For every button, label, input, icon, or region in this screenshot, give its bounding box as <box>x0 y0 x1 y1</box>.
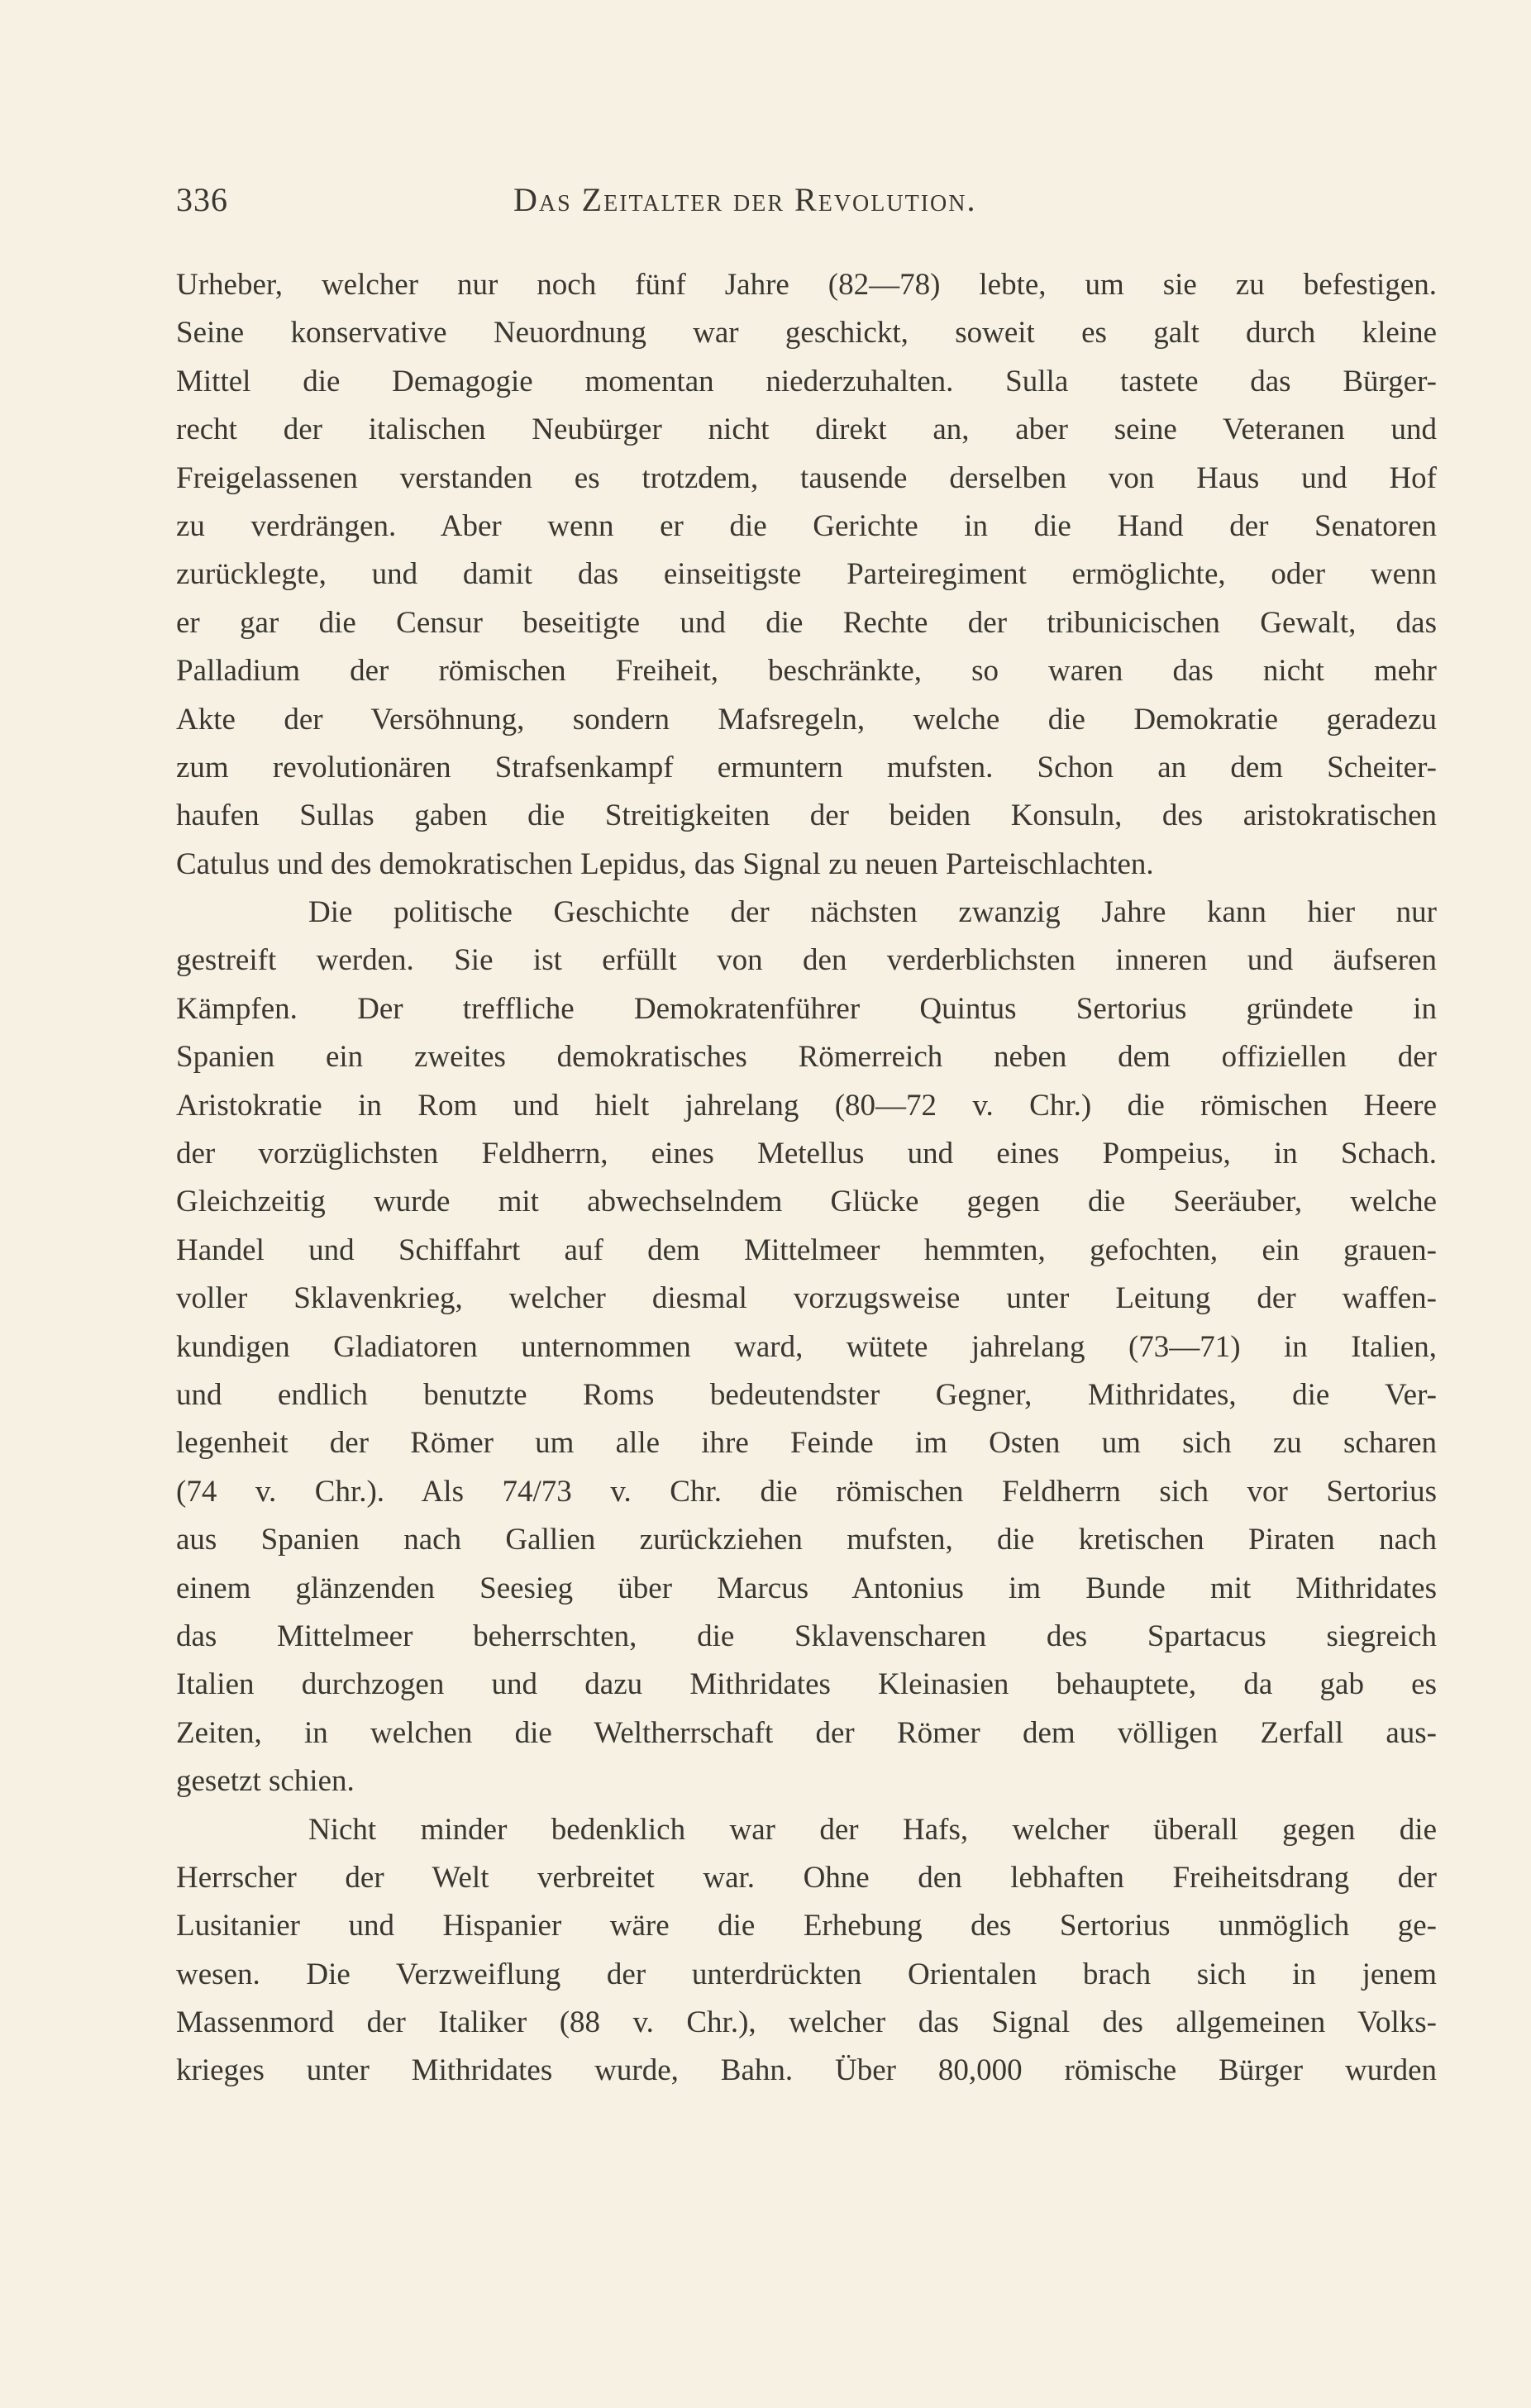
text-line: Catulus und des demokratischen Lepidus, das Signal zu neuen Parteischlachten. <box>176 846 1154 881</box>
text-line: kundigen Gladiatoren unternommen ward, wütete jahrelang (73—71) in Italien, <box>176 1329 1437 1364</box>
text-line: das Mittelmeer beherrschten, die Sklavenscharen des Spartacus siegreich <box>176 1619 1437 1653</box>
text-line: Palladium der römischen Freiheit, beschränkte, so waren das nicht mehr <box>176 654 1437 689</box>
paragraph-start-line: Die politische Geschichte der nächsten zwanzig Jahre kann hier nur <box>308 895 1437 930</box>
text-line: Zeiten, in welchen die Weltherrschaft der Römer dem völligen Zerfall aus- <box>176 1715 1437 1750</box>
text-line: (74 v. Chr.). Als 74/73 v. Chr. die römischen Feldherrn sich vor Sertorius <box>176 1474 1437 1509</box>
text-line: gesetzt schien. <box>176 1764 355 1799</box>
text-line: zum revolutionären Strafsenkampf ermuntern mufsten. Schon an dem Scheiter- <box>176 750 1437 784</box>
paragraph-start-line: Nicht minder bedenklich war der Hafs, welcher überall gegen die <box>308 1812 1437 1847</box>
text-line: zu verdrängen. Aber wenn er die Gerichte in die Hand der Senatoren <box>176 508 1437 543</box>
text-line: der vorzüglichsten Feldherrn, eines Metellus und eines Pompeius, in Schach. <box>176 1137 1437 1171</box>
text-line: er gar die Censur beseitigte und die Rechte der tribunicischen Gewalt, das <box>176 605 1437 640</box>
text-line: zurücklegte, und damit das einseitigste Parteiregiment ermöglichte, oder wenn <box>176 557 1437 592</box>
text-line: Spanien ein zweites demokratisches Römerreich neben dem offiziellen der <box>176 1040 1437 1075</box>
text-line: wesen. Die Verzweiflung der unterdrückten Orientalen brach sich in jenem <box>176 1957 1437 1991</box>
text-line: recht der italischen Neubürger nicht direkt an, aber seine Veteranen und <box>176 412 1437 447</box>
text-line: Kämpfen. Der treffliche Demokratenführer Quintus Sertorius gründete in <box>176 991 1437 1026</box>
text-line: Urheber, welcher nur noch fünf Jahre (82—78) lebte, um sie zu befestigen. <box>176 268 1437 302</box>
body-text <box>176 261 1437 2096</box>
page-number: 336 <box>176 181 228 218</box>
text-line: einem glänzenden Seesieg über Marcus Antonius im Bunde mit Mithridates <box>176 1571 1437 1605</box>
text-line: Gleichzeitig wurde mit abwechselndem Glücke gegen die Seeräuber, welche <box>176 1185 1437 1219</box>
text-line: Massenmord der Italiker (88 v. Chr.), welcher das Signal des allgemeinen Volks- <box>176 2005 1437 2040</box>
page-header <box>176 177 1437 223</box>
text-line: Mittel die Demagogie momentan niederzuhalten. Sulla tastete das Bürger- <box>176 364 1437 398</box>
text-line: Aristokratie in Rom und hielt jahrelang (80—72 v. Chr.) die römischen Heere <box>176 1088 1437 1123</box>
text-line: Herrscher der Welt verbreitet war. Ohne den lebhaften Freiheitsdrang der <box>176 1860 1437 1895</box>
text-line: gestreift werden. Sie ist erfüllt von den verderblichsten inneren und äufseren <box>176 943 1437 978</box>
running-title: Das Zeitalter der Revolution. <box>513 181 977 218</box>
text-line: voller Sklavenkrieg, welcher diesmal vorzugsweise unter Leitung der waffen- <box>176 1281 1437 1316</box>
text-line: Akte der Versöhnung, sondern Mafsregeln, welche die Demokratie geradezu <box>176 702 1437 737</box>
text-line: Handel und Schiffahrt auf dem Mittelmeer hemmten, gefochten, ein grauen- <box>176 1233 1437 1267</box>
text-line: krieges unter Mithridates wurde, Bahn. Über 80,000 römische Bürger wurden <box>176 2053 1437 2088</box>
text-line: Seine konservative Neuordnung war geschickt, soweit es galt durch kleine <box>176 316 1437 350</box>
text-line: Italien durchzogen und dazu Mithridates Kleinasien behauptete, da gab es <box>176 1667 1437 1702</box>
text-line: Freigelassenen verstanden es trotzdem, tausende derselben von Haus und Hof <box>176 460 1437 495</box>
text-line: Lusitanier und Hispanier wäre die Erhebung des Sertorius unmöglich ge- <box>176 1909 1437 1943</box>
text-line: und endlich benutzte Roms bedeutendster Gegner, Mithridates, die Ver- <box>176 1377 1437 1412</box>
text-line: legenheit der Römer um alle ihre Feinde im Osten um sich zu scharen <box>176 1426 1437 1461</box>
text-line: aus Spanien nach Gallien zurückziehen mufsten, die kretischen Piraten nach <box>176 1523 1437 1557</box>
text-line: haufen Sullas gaben die Streitigkeiten der beiden Konsuln, des aristokratischen <box>176 799 1437 833</box>
